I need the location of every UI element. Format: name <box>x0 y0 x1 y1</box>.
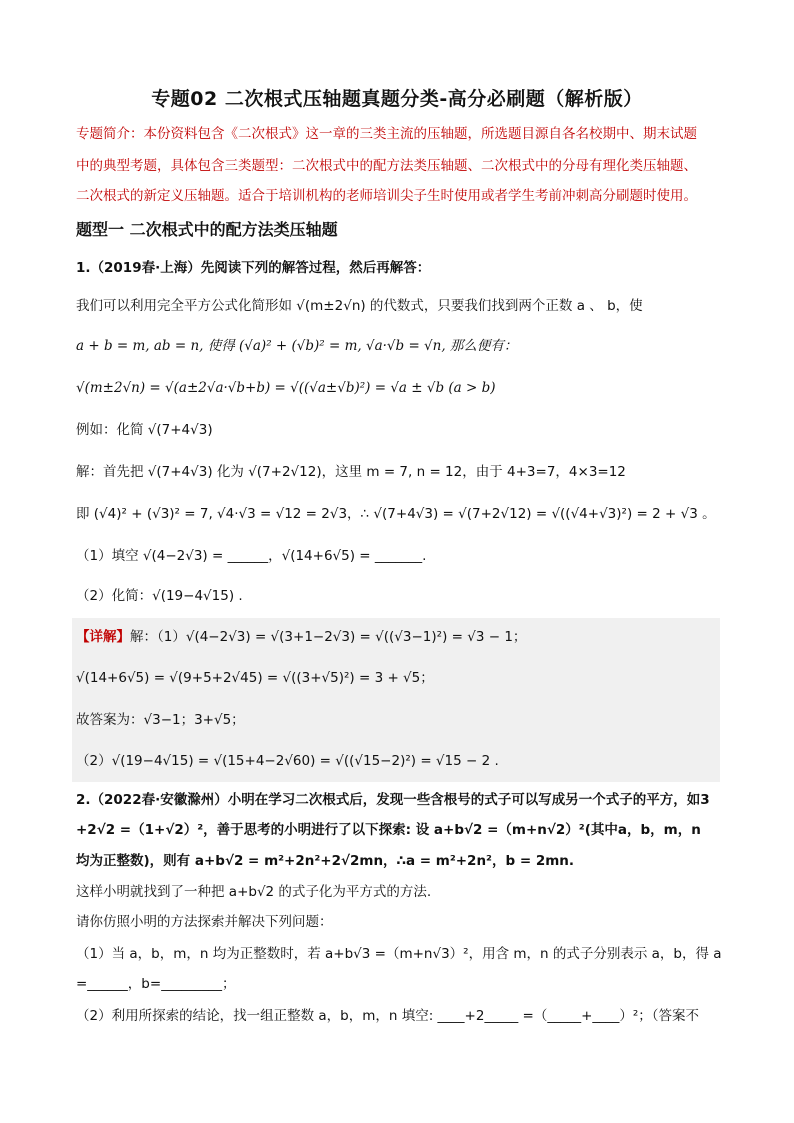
q2-line-2: +2√2 =（1+√2）²，善于思考的小明进行了以下探索: 设 a+b√2 =（m+n√2）²(其中a，b，m，n <box>76 822 701 838</box>
answer-line-3: 故答案为：√3−1；3+√5； <box>76 712 245 728</box>
q2-subquestion-1-answer: =______，b=_________； <box>76 976 236 992</box>
intro-line-2: 中的典型考题，具体包含三类题型：二次根式中的配方法类压轴题、二次根式中的分母有理化类压轴题、 <box>76 158 697 174</box>
q2-line-1: 2.（2022春·安徽滁州）小明在学习二次根式后，发现一些含根号的式子可以写成另一个式子的平方，如3 <box>76 792 710 808</box>
q1-subquestion-2: （2）化简：√(19−4√15) . <box>76 588 243 604</box>
q1-formula-line-3: √(m±2√n) = √(a±2√a·√b+b) = √((√a±√b)²) = √a ± √b (a > b) <box>76 380 496 396</box>
q1-heading: 1.（2019春·上海）先阅读下列的解答过程，然后再解答： <box>76 260 431 276</box>
q2-line-3: 均为正整数)，则有 a+b√2 = m²+2n²+2√2mn，∴a = m²+2n²，b = 2mn. <box>76 853 575 869</box>
page-title: 专题02 二次根式压轴题真题分类-高分必刷题（解析版） <box>151 88 643 110</box>
section-heading-1: 题型一 二次根式中的配方法类压轴题 <box>76 220 338 239</box>
q2-subquestion-2: （2）利用所探索的结论，找一组正整数 a，b，m，n 填空: ____+2_____ =（_____+____）²；（答案不 <box>76 1008 700 1024</box>
q1-example-line: 例如：化简 √(7+4√3) <box>76 422 213 438</box>
q1-solution-line-1: 解：首先把 √(7+4√3) 化为 √(7+2√12)，这里 m = 7, n = 12，由于 4+3=7，4×3=12 <box>76 464 626 480</box>
q1-formula-line-2: a + b = m, ab = n, 使得 (√a)² + (√b)² = m, √a·√b = √n, 那么便有： <box>76 338 518 354</box>
answer-line-1 <box>76 627 526 647</box>
q1-text-line-1: 我们可以利用完全平方公式化简形如 √(m±2√n) 的代数式，只要我们找到两个正数 a 、 b，使 <box>76 298 643 314</box>
answer-line-2: √(14+6√5) = √(9+5+2√45) = √((3+√5)²) = 3 + √5； <box>76 670 434 686</box>
intro-line-1: 专题简介：本份资料包含《二次根式》这一章的三类主流的压轴题，所选题目源自各名校期中、期末试题 <box>76 126 697 142</box>
answer-line-1-text: 解：（1）√(4−2√3) = √(3+1−2√3) = √((√3−1)²) = √3 − 1； <box>130 629 527 645</box>
intro-line-3: 二次根式的新定义压轴题。适合于培训机构的老师培训尖子生时使用或者学生考前冲刺高分刷题时使用。 <box>76 188 697 204</box>
answer-tag: 【详解】 <box>76 629 130 645</box>
q2-subquestion-1: （1）当 a，b，m，n 均为正整数时，若 a+b√3 =（m+n√3）²，用含 m，n 的式子分别表示 a，b，得 a <box>76 946 722 962</box>
answer-line-4: （2）√(19−4√15) = √(15+4−2√60) = √((√15−2)²) = √15 − 2 . <box>76 753 499 769</box>
q1-subquestion-1: （1）填空 √(4−2√3) = ______，√(14+6√5) = _______. <box>76 548 427 564</box>
q2-line-5: 请你仿照小明的方法探索并解决下列问题： <box>76 914 333 930</box>
q1-solution-line-2: 即 (√4)² + (√3)² = 7, √4·√3 = √12 = 2√3，∴ √(7+4√3) = √(7+2√12) = √((√4+√3)²) = 2 + √3 。 <box>76 506 716 522</box>
q2-line-4: 这样小明就找到了一种把 a+b√2 的式子化为平方式的方法. <box>76 884 432 900</box>
